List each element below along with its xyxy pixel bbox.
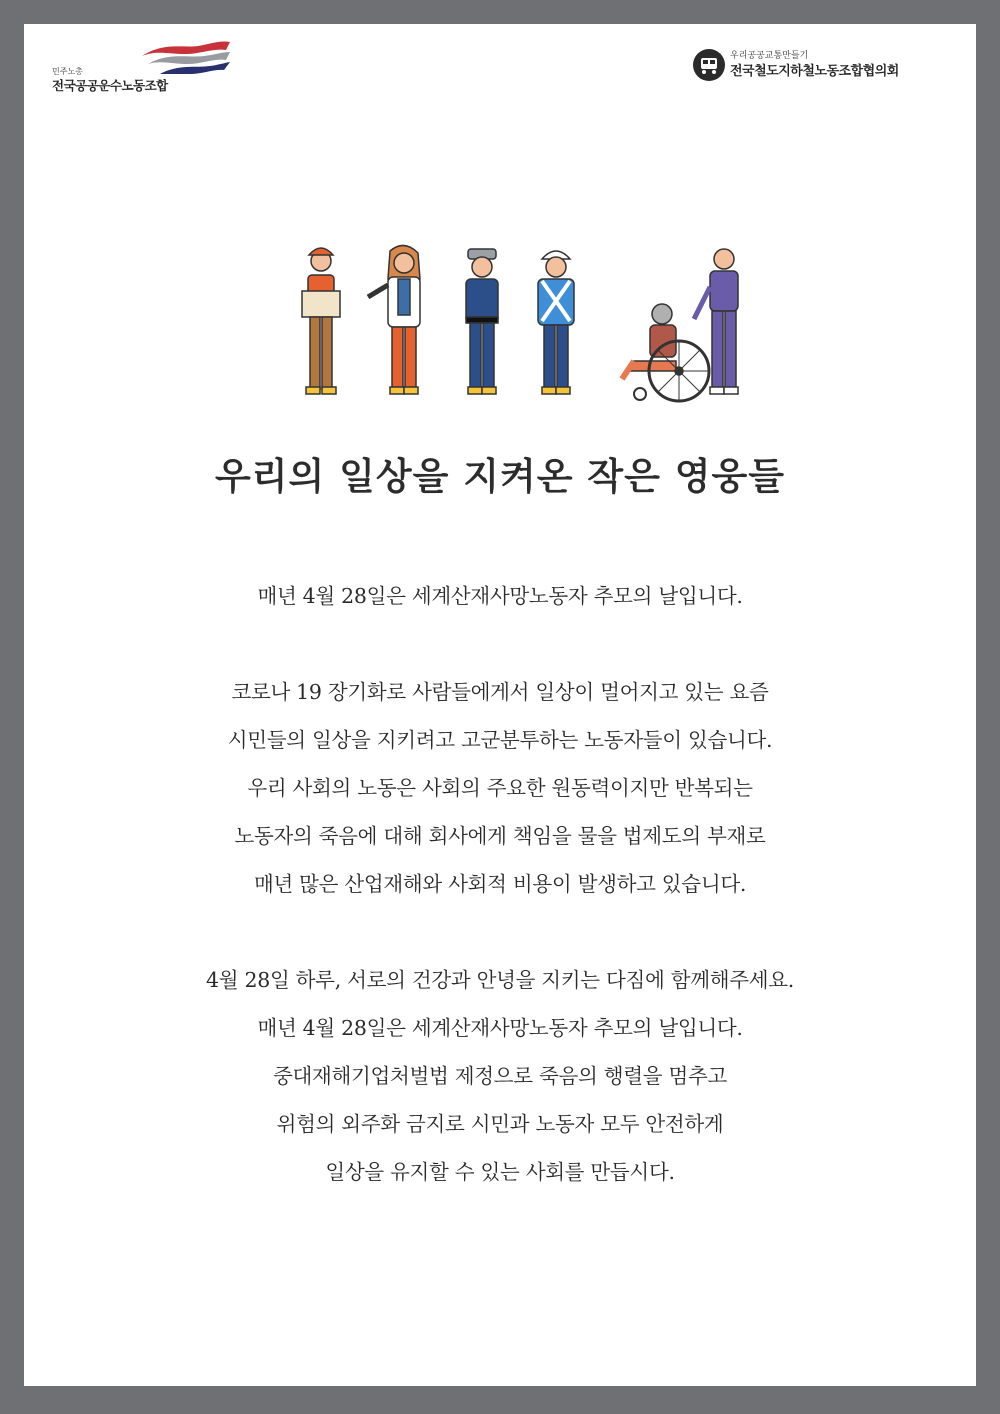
railway-council-logo [692,48,952,88]
train-emblem-icon [692,48,726,82]
text-line: 중대재해기업처벌법 제정으로 죽음의 행렬을 멈추고 [273,1064,727,1088]
text-line: 4월 28일 하루, 서로의 건강과 안녕을 지키는 다짐에 함께해주세요. [206,968,794,992]
delivery-worker-icon [302,248,340,394]
text-line: 시민들의 일상을 지키려고 고군분투하는 노동자들이 있습니다. [227,728,773,752]
workers-illustration [284,239,744,404]
text-line: 코로나 19 장기화로 사람들에게서 일상이 멀어지고 있는 요즘 [231,680,769,704]
logo-right-name: 전국철도지하철노동조합협의회 [730,64,899,79]
flag-icon [138,38,234,78]
text-line: 매년 많은 산업재해와 사회적 비용이 발생하고 있습니다. [253,872,747,896]
kptu-logo [52,38,242,98]
text-line: 우리 사회의 노동은 사회의 주요한 원동력이지만 반복되는 [247,776,753,800]
logo-left-name: 전국공공운수노동조합 [52,78,168,93]
logo-right-small: 우리공공교통만들기 [730,51,809,61]
paragraph-3 [24,956,976,1196]
safety-worker-icon [538,251,574,394]
page-title: 우리의 일상을 지켜온 작은 영웅들 [215,455,785,498]
logo-left-small: 민주노총 [52,67,83,76]
doctor-icon [368,245,420,394]
paragraph-2 [24,668,976,908]
text-line: 매년 4월 28일은 세계산재사망노동자 추모의 날입니다. [257,584,743,608]
text-line: 매년 4월 28일은 세계산재사망노동자 추모의 날입니다. [257,1016,743,1040]
text-line: 노동자의 죽음에 대해 회사에게 책임을 물을 법제도의 부재로 [234,824,766,848]
text-line: 일상을 유지할 수 있는 사회를 만듭시다. [325,1160,675,1184]
care-worker-wheelchair-icon [622,249,738,401]
text-line: 위험의 외주화 금지로 시민과 노동자 모두 안전하게 [276,1112,724,1136]
paragraph-1 [24,572,976,620]
poster-page [24,24,976,1386]
police-officer-icon [466,249,498,394]
